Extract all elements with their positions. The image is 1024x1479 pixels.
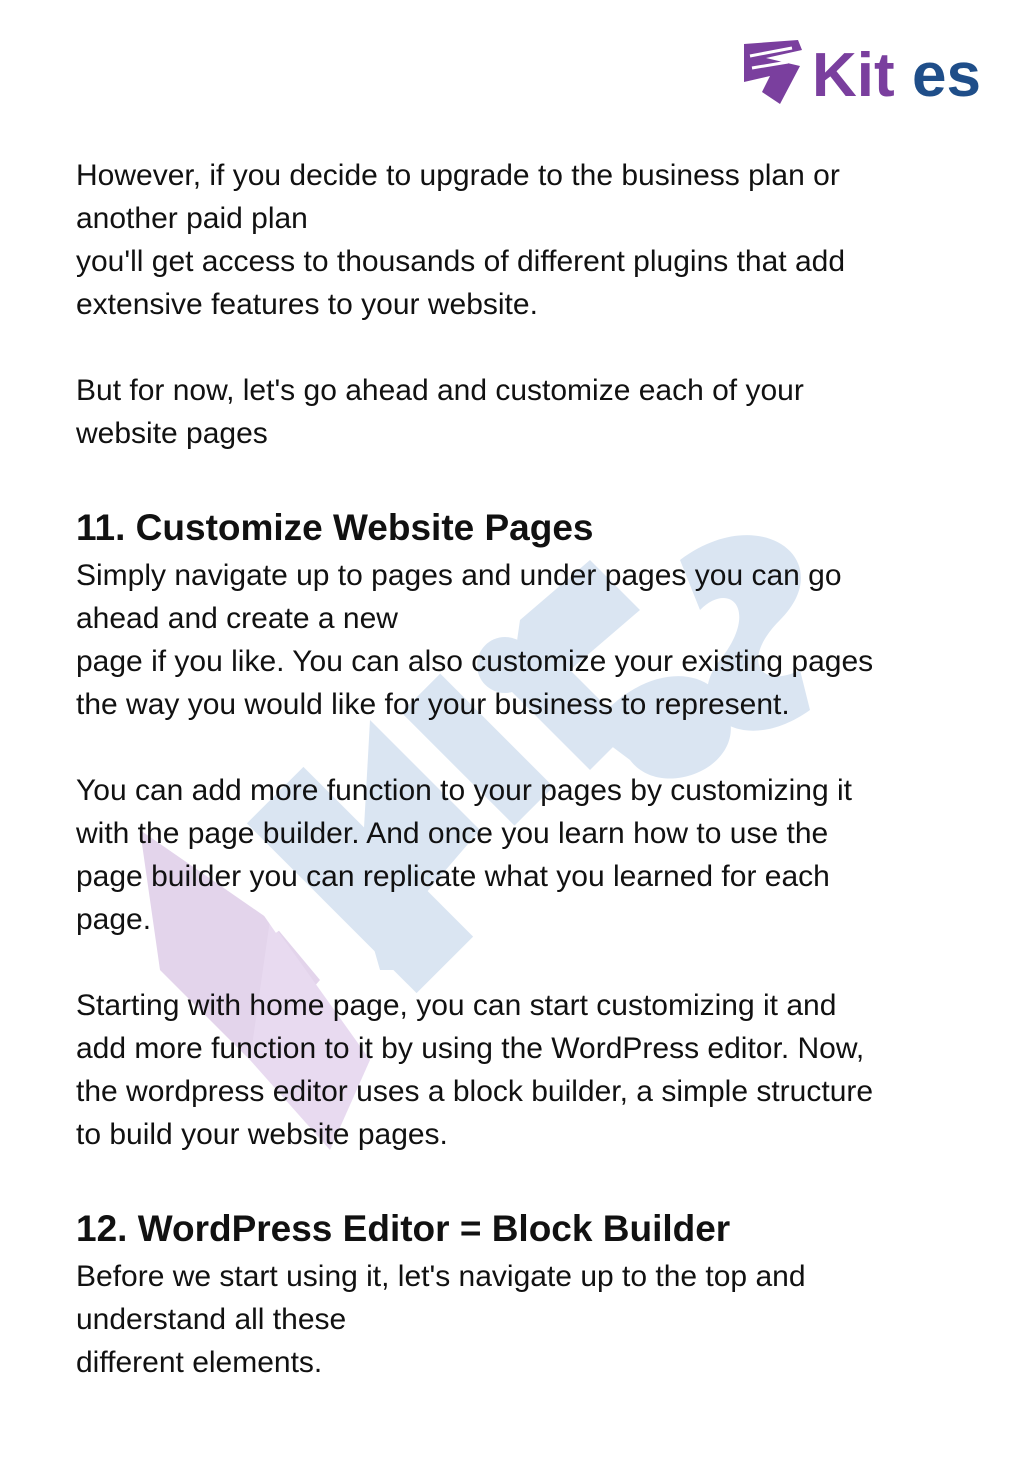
- section-11-paragraph-1: Simply navigate up to pages and under pages you can go ahead and create a new page if you like. You can also customize your existing pages the way you would like for your business to represent.: [76, 559, 874, 721]
- paragraph-spacer: [76, 726, 976, 769]
- paragraph-spacer: [76, 455, 976, 498]
- paragraph-spacer: [76, 1156, 976, 1199]
- kites-logo: [740, 36, 994, 106]
- logo-text: Kit: [812, 41, 895, 106]
- section-11-paragraph-2: You can add more function to your pages by customizing it with the page builder. And once you learn how to use the page builder you can replicate what you learned for each page.: [76, 774, 853, 936]
- section-11-heading: 11. Customize Website Pages: [76, 507, 594, 548]
- paragraph-spacer: [76, 941, 976, 984]
- document-body: [76, 154, 976, 1384]
- section-11-paragraph-3: Starting with home page, you can start customizing it and add more function to it by using the WordPress editor. Now, the wordpress editor uses a block builder, a simple structure to build your website pages.: [76, 989, 874, 1151]
- section-12-paragraph-1: Before we start using it, let's navigate up to the top and understand all these different elements.: [76, 1260, 806, 1379]
- intro-paragraph-2: But for now, let's go ahead and customize each of your website pages: [76, 374, 804, 450]
- intro-paragraph-1: However, if you decide to upgrade to the business plan or another paid plan you'll get access to thousands of different plugins that add extensive features to your website.: [76, 159, 846, 321]
- paragraph-spacer: [76, 326, 976, 369]
- logo-text-accent: es: [912, 41, 981, 106]
- logo-mark-icon: [744, 40, 802, 104]
- section-12-heading: 12. WordPress Editor = Block Builder: [76, 1208, 731, 1249]
